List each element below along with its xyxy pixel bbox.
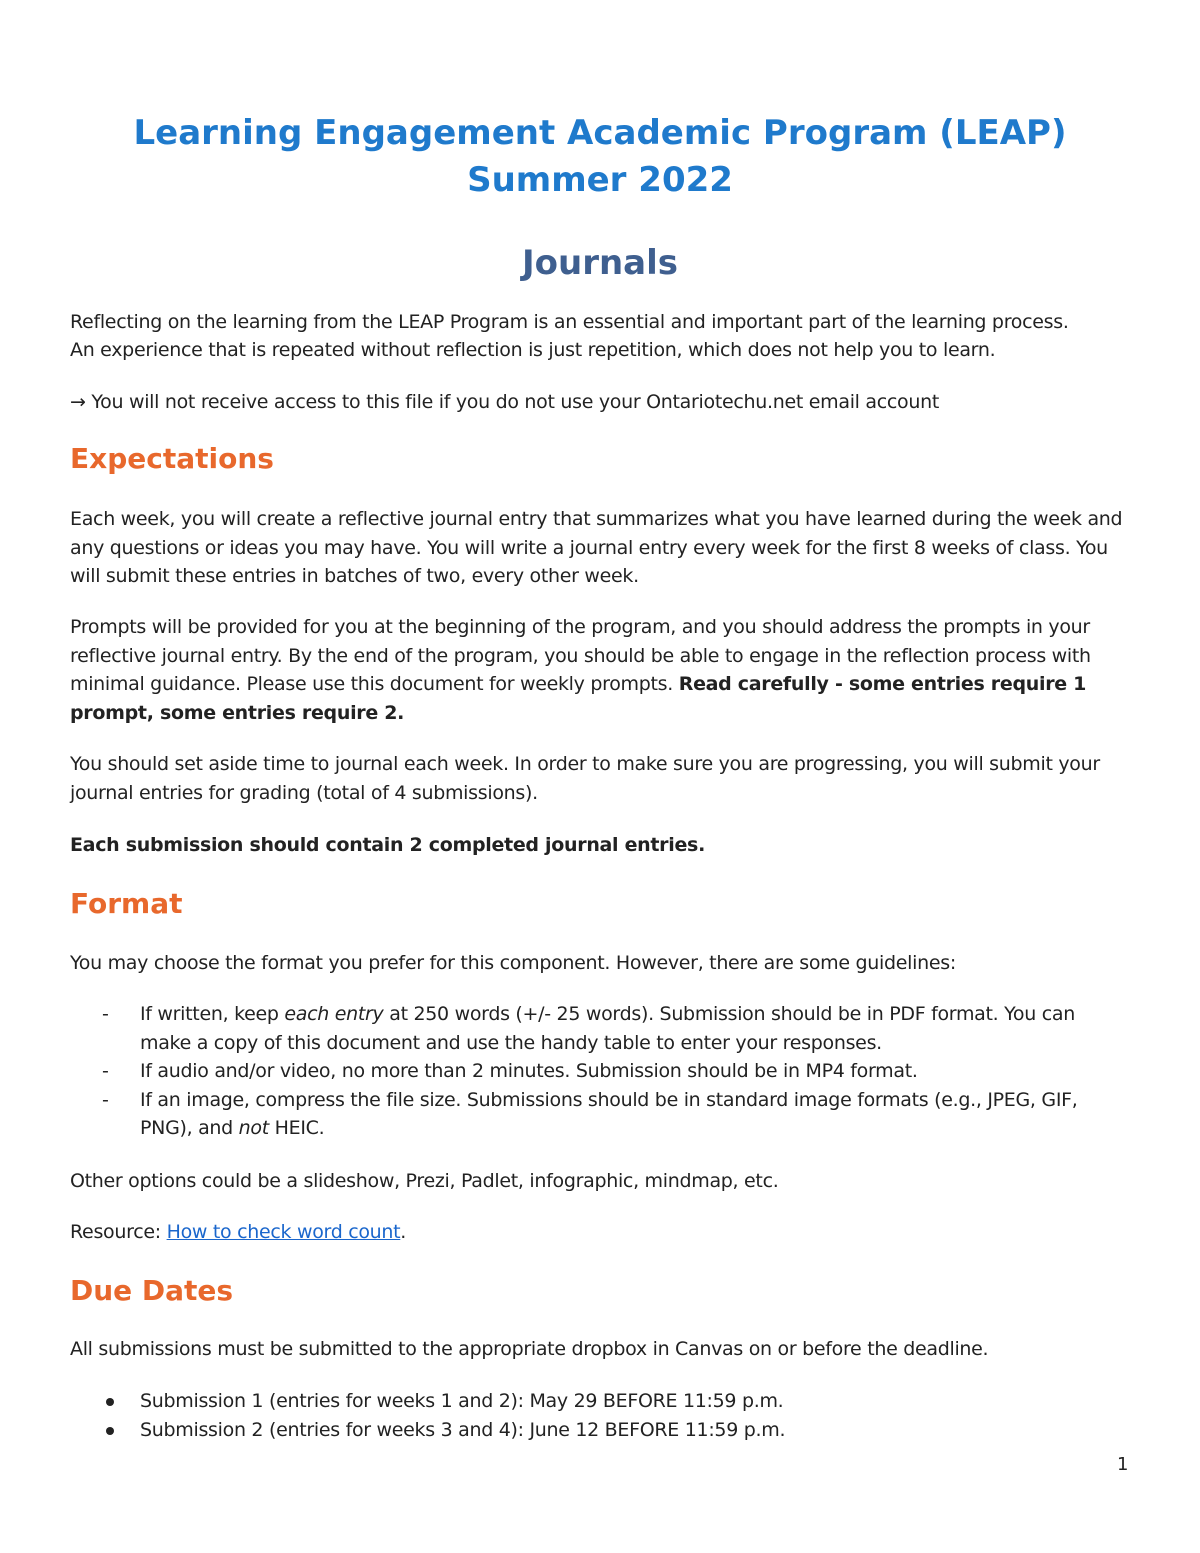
dash-marker: -	[102, 1003, 109, 1025]
section-title-journals: Journals	[521, 243, 679, 283]
guideline-text-end: at 250 words (+/- 25 words). Submission should be in PDF format. You can make a copy of this document and use the handy table to enter your responses.	[140, 1003, 1075, 1054]
access-note: → You will not receive access to this file if you do not use your Ontariotechu.net email account	[70, 391, 939, 413]
document-subtitle: Summer 2022	[467, 160, 733, 200]
document-title: Learning Engagement Academic Program (LEAP)	[133, 113, 1067, 153]
guideline-text-end: HEIC.	[268, 1117, 325, 1139]
resource-line	[70, 1218, 1130, 1247]
bullet-icon	[106, 1427, 114, 1435]
expectations-paragraph-2-bold: Read carefully - some entries require 1 prompt, some entries require 2.	[70, 673, 1087, 724]
due-date-item	[70, 1416, 1130, 1445]
page-number: 1	[1117, 1454, 1129, 1475]
due-dates-heading: Due Dates	[70, 1274, 234, 1307]
bullet-icon	[106, 1398, 114, 1406]
guideline-text: If an image, compress the file size. Submissions should be in standard image formats (e.g., JPEG, GIF, PNG), and	[140, 1088, 1078, 1139]
expectations-heading: Expectations	[70, 442, 274, 475]
due-date-text: Submission 1 (entries for weeks 1 and 2): May 29 BEFORE 11:59 p.m.	[140, 1390, 784, 1412]
expectations-paragraph-2-text: Prompts will be provided for you at the beginning of the program, and you should address the prompts in your reflective journal entry. By the end of the program, you should be able to engage in the reflection process with minimal guidance. Please use this document for weekly prompts.	[70, 616, 1091, 695]
format-heading: Format	[70, 887, 183, 920]
intro-line-2: An experience that is repeated without reflection is just repetition, which does not help you to learn.	[70, 339, 996, 361]
format-guidelines-list	[70, 1000, 1130, 1143]
guideline-text: If audio and/or video, no more than 2 minutes. Submission should be in MP4 format.	[140, 1060, 918, 1082]
format-guideline-item	[70, 1057, 1130, 1086]
other-options: Other options could be a slideshow, Prezi, Padlet, infographic, mindmap, etc.	[70, 1170, 779, 1192]
word-count-link[interactable]: How to check word count	[166, 1221, 401, 1243]
expectations-paragraph-2	[70, 613, 1130, 727]
format-guideline-item	[70, 1086, 1130, 1143]
format-intro: You may choose the format you prefer for this component. However, there are some guidelines:	[70, 952, 956, 974]
dash-marker: -	[102, 1088, 109, 1111]
due-dates-list	[70, 1387, 1130, 1444]
expectations-paragraph-1: Each week, you will create a reflective journal entry that summarizes what you have learned during the week and any questions or ideas you may have. You will write a journal entry every week for the first 8 weeks of class. You will submit these entries in batches of two, every other week.	[70, 508, 1123, 587]
due-date-item	[70, 1387, 1130, 1416]
submission-note: Each submission should contain 2 completed journal entries.	[70, 834, 705, 856]
resource-end: .	[400, 1221, 407, 1243]
resource-label: Resource:	[70, 1221, 167, 1243]
format-guideline-item	[70, 1000, 1130, 1057]
dash-marker: -	[102, 1060, 109, 1082]
expectations-paragraph-3: You should set aside time to journal each week. In order to make sure you are progressing, you will submit your journal entries for grading (total of 4 submissions).	[70, 753, 1100, 804]
guideline-emphasis: not	[238, 1117, 269, 1139]
due-date-text: Submission 2 (entries for weeks 3 and 4): June 12 BEFORE 11:59 p.m.	[140, 1418, 786, 1441]
due-dates-intro: All submissions must be submitted to the appropriate dropbox in Canvas on or before the deadline.	[70, 1338, 989, 1360]
guideline-emphasis: each entry	[284, 1003, 384, 1025]
guideline-text: If written, keep	[140, 1003, 285, 1025]
intro-line-1: Reflecting on the learning from the LEAP Program is an essential and important part of the learning process.	[70, 311, 1069, 333]
